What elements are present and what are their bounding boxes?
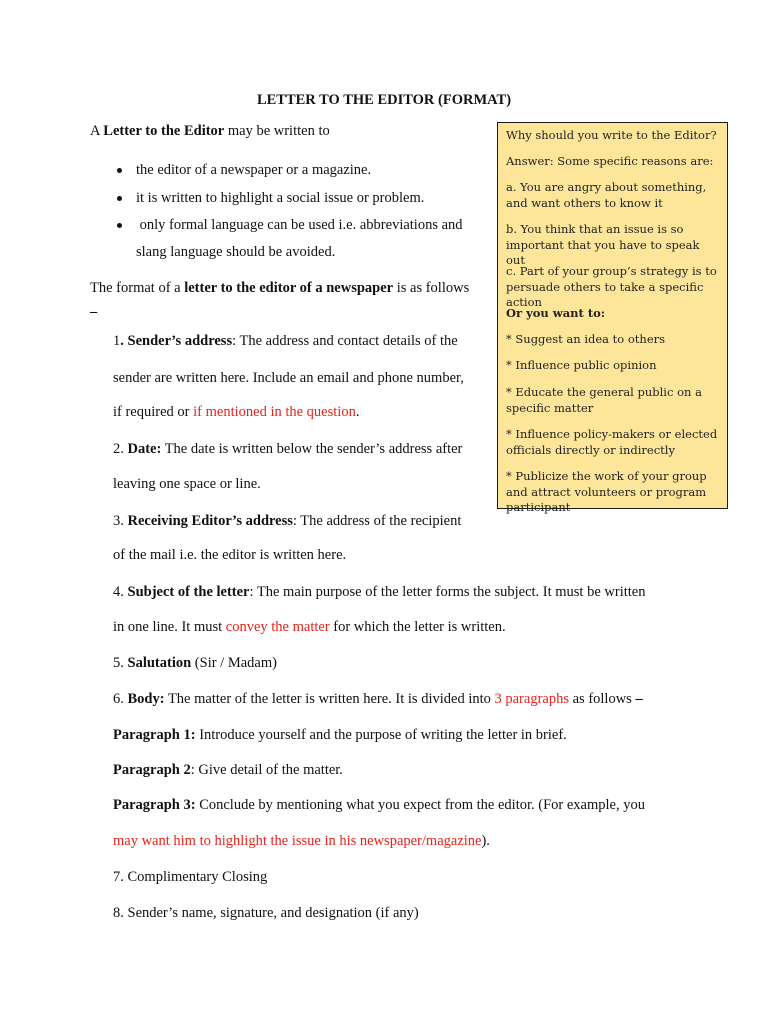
bullet-dot: [117, 196, 122, 201]
sidebox-want-2: * Influence public opinion: [506, 358, 657, 372]
item-1-number: 1: [113, 333, 121, 349]
item-4-heading: Subject of the letter: [127, 584, 250, 600]
item-3-line-1: [113, 513, 461, 530]
item-3-number: 3.: [113, 513, 128, 529]
format-line: [90, 280, 469, 297]
sidebox-or-heading: Or you want to:: [506, 306, 606, 320]
item-4-line-2-suffix: for which the letter is written.: [329, 619, 506, 635]
item-6-text: The matter of the letter is written here. It is divided into: [164, 691, 495, 707]
item-4-highlight: convey the matter: [225, 619, 330, 635]
item-5-text: (Sir / Madam): [191, 655, 277, 671]
paragraph-3-suffix: ).: [481, 833, 490, 849]
item-6: [113, 691, 643, 708]
format-bold: letter to the editor of a newspaper: [184, 280, 394, 296]
item-1-line-3: [113, 404, 359, 421]
sidebox-answer: Answer: Some specific reasons are:: [506, 154, 714, 168]
item-6-highlight: 3 paragraphs: [494, 691, 569, 707]
format-prefix: The format of a: [90, 280, 185, 296]
bullet-item-1: the editor of a newspaper or a magazine.: [136, 162, 372, 178]
item-4-line-2: [113, 619, 506, 636]
bullet-dot: [117, 223, 122, 228]
item-3-text: : The address of the recipient: [292, 513, 462, 529]
paragraph-3-line-2: [113, 833, 490, 850]
item-5: [113, 655, 277, 672]
paragraph-2-line: [113, 762, 343, 779]
paragraph-3-text: Conclude by mentioning what you expect from the editor. (For example, you: [195, 797, 645, 813]
bullet-item-2: it is written to highlight a social issue or problem.: [136, 190, 425, 206]
page-title: LETTER TO THE EDITOR (FORMAT): [256, 92, 512, 108]
bullet-item-3: only formal language can be used i.e. abbreviations and: [136, 217, 463, 233]
item-1-heading: Sender’s address: [127, 333, 233, 349]
item-6-number: 6.: [113, 691, 128, 707]
paragraph-2-heading: Paragraph 2: [113, 762, 191, 778]
item-4-line-2-prefix: in one line. It must: [113, 619, 226, 635]
item-2-line-2: leaving one space or line.: [113, 476, 261, 492]
item-2-line-1: [113, 441, 462, 458]
item-3-heading: Receiving Editor’s address: [127, 513, 293, 529]
item-6-suffix: as follows: [568, 691, 636, 707]
item-2-text: The date is written below the sender’s address after: [161, 441, 463, 457]
item-6-heading: Body:: [127, 691, 165, 707]
paragraph-3-line-1: [113, 797, 645, 814]
format-suffix: is as follows: [393, 280, 470, 296]
item-1-line-3-prefix: if required or: [113, 404, 194, 420]
item-5-heading: Salutation: [127, 655, 192, 671]
intro-prefix: A: [90, 123, 104, 139]
paragraph-1-line: [113, 727, 567, 744]
item-4-number: 4.: [113, 584, 128, 600]
item-7: 7. Complimentary Closing: [113, 869, 268, 885]
item-1-highlight: if mentioned in the question: [193, 404, 356, 420]
paragraph-3-heading: Paragraph 3:: [113, 797, 196, 813]
sidebox-want-3: * Educate the general public on a specific matter: [506, 385, 702, 415]
intro-suffix: may be written to: [224, 123, 330, 139]
item-1-number-dot: .: [120, 333, 128, 349]
item-1-text: : The address and contact details of the: [232, 333, 458, 349]
sidebox-reason-a: a. You are angry about something, and want others to know it: [506, 180, 707, 210]
paragraph-3-highlight: may want him to highlight the issue in his newspaper/magazine: [113, 833, 482, 849]
item-2-heading: Date:: [127, 441, 162, 457]
sidebox-want-4: * Influence policy-makers or elected officials directly or indirectly: [506, 427, 718, 457]
sidebox-heading: Why should you write to the Editor?: [506, 128, 717, 142]
sidebox-reason-c: c. Part of your group’s strategy is to persuade others to take a specific action: [506, 264, 717, 309]
bullet-item-3-continued: slang language should be avoided.: [136, 244, 336, 260]
item-8: 8. Sender’s name, signature, and designation (if any): [113, 905, 419, 921]
bullet-dot: [117, 168, 122, 173]
intro-line: [90, 123, 330, 140]
paragraph-2-text: : Give detail of the matter.: [190, 762, 343, 778]
paragraph-1-text: Introduce yourself and the purpose of writing the letter in brief.: [195, 727, 567, 743]
item-4-text: : The main purpose of the letter forms the subject. It must be written: [249, 584, 646, 600]
intro-bold: Letter to the Editor: [103, 123, 225, 139]
format-dash: –: [90, 304, 98, 320]
sidebox-reason-b: b. You think that an issue is so important that you have to speak out: [506, 222, 700, 267]
sidebox-want-5: * Publicize the work of your group and attract volunteers or program participant: [506, 469, 707, 514]
item-1-line-3-suffix: .: [355, 404, 360, 420]
item-1-line-1: [113, 333, 458, 350]
reasons-sidebox: [497, 122, 728, 514]
item-2-number: 2.: [113, 441, 128, 457]
item-5-number: 5.: [113, 655, 128, 671]
sidebox-want-1: * Suggest an idea to others: [506, 332, 666, 346]
item-1-line-2: sender are written here. Include an email and phone number,: [113, 370, 464, 386]
item-3-line-2: of the mail i.e. the editor is written here.: [113, 547, 347, 563]
item-4-line-1: [113, 584, 645, 601]
paragraph-1-heading: Paragraph 1:: [113, 727, 196, 743]
item-6-dash: –: [635, 691, 643, 707]
